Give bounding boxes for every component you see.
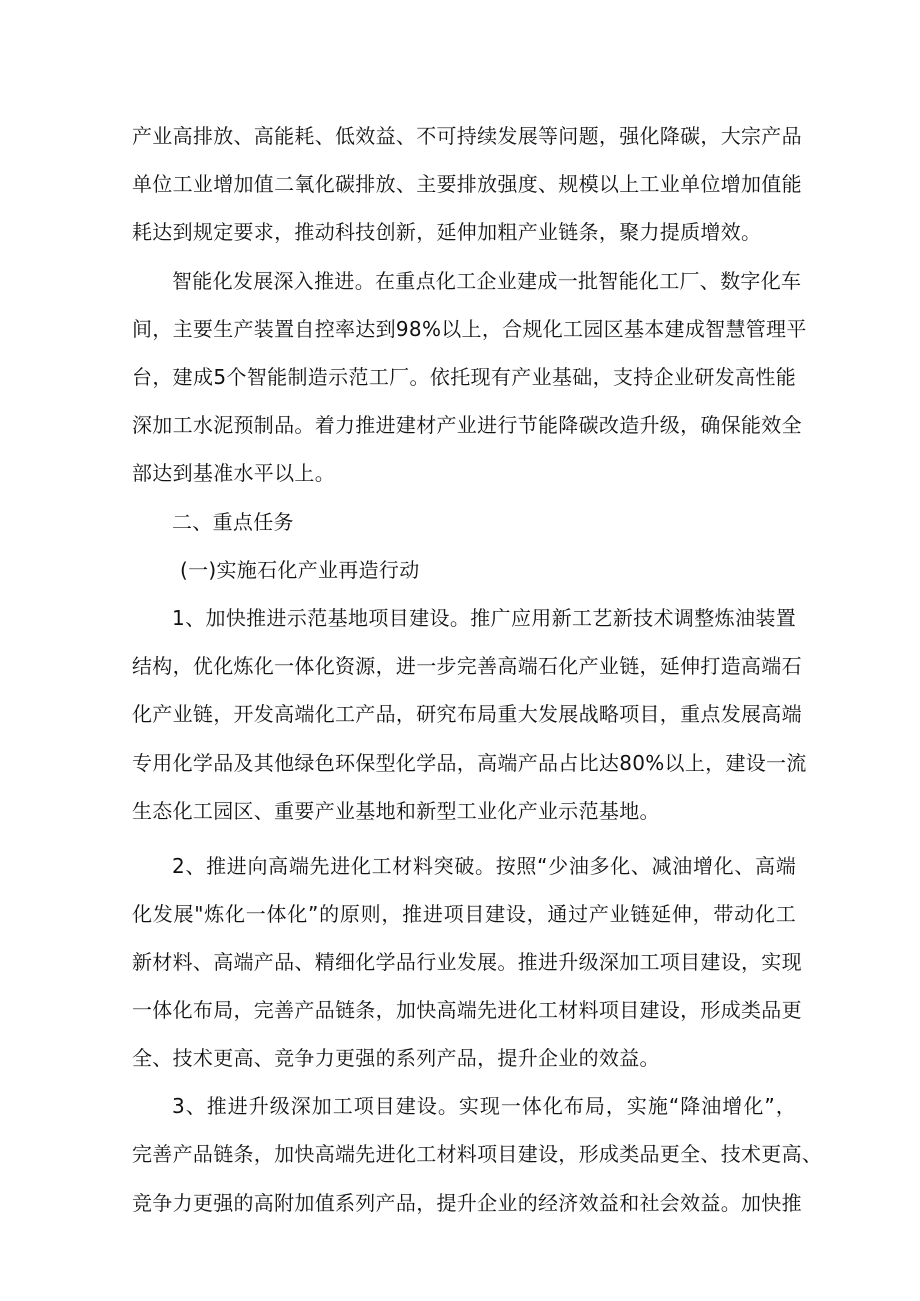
paragraph-line: 3、推进升级深加工项目建设。实现一体化布局，实施“降油增化”， bbox=[172, 1094, 796, 1118]
paragraph-line: 2、推进向高端先进化工材料突破。按照“少油多化、减油增化、高端 bbox=[172, 854, 796, 878]
paragraph-line: 生态化工园区、重要产业基地和新型工业化产业示范基地。 bbox=[132, 799, 660, 823]
paragraph-line: 部达到基准水平以上。 bbox=[132, 461, 335, 485]
paragraph-line: 深加工水泥预制品。着力推进建材产业进行节能降碳改造升级，确保能效全 bbox=[132, 413, 802, 437]
paragraph-line: 结构，优化炼化一体化资源，进一步完善高端石化产业链，延伸打造高端石 bbox=[132, 654, 802, 678]
section-heading: 二、重点任务 bbox=[172, 510, 294, 534]
paragraph-line: 单位工业增加值二氧化碳排放、主要排放强度、规模以上工业单位增加值能 bbox=[132, 172, 802, 196]
paragraph-line: 新材料、高端产品、精细化学品行业发展。推进升级深加工项目建设，实现 bbox=[132, 950, 802, 974]
paragraph-line: 专用化学品及其他绿色环保型化学品，高端产品占比达80%以上，建设一流 bbox=[132, 751, 807, 775]
paragraph-line: 完善产品链条，加快高端先进化工材料项目建设，形成类品更全、技术更高、 bbox=[132, 1142, 823, 1166]
paragraph-line: 竞争力更强的高附加值系列产品，提升企业的经济效益和社会效益。加快推 bbox=[132, 1191, 802, 1215]
paragraph-line: 产业高排放、高能耗、低效益、不可持续发展等问题，强化降碳，大宗产品 bbox=[132, 124, 802, 148]
paragraph-line: 间，主要生产装置自控率达到98%以上，合规化工园区基本建成智慧管理平 bbox=[132, 317, 807, 341]
paragraph-line: 智能化发展深入推进。在重点化工企业建成一批智能化工厂、数字化车 bbox=[172, 269, 802, 293]
paragraph-line: 1、加快推进示范基地项目建设。推广应用新工艺新技术调整炼油装置 bbox=[172, 606, 796, 630]
subsection-heading: (一)实施石化产业再造行动 bbox=[180, 558, 420, 582]
paragraph-line: 化发展"炼化一体化”的原则，推进项目建设，通过产业链延伸，带动化工 bbox=[132, 902, 796, 926]
paragraph-line: 台，建成5个智能制造示范工厂。依托现有产业基础，支持企业研发高性能 bbox=[132, 365, 796, 389]
paragraph-line: 耗达到规定要求，推动科技创新，延伸加粗产业链条，聚力提质增效。 bbox=[132, 220, 762, 244]
paragraph-line: 一体化布局，完善产品链条，加快高端先进化工材料项目建设，形成类品更 bbox=[132, 998, 802, 1022]
paragraph-line: 化产业链，开发高端化工产品，研究布局重大发展战略项目，重点发展高端 bbox=[132, 702, 802, 726]
paragraph-line: 全、技术更高、竞争力更强的系列产品，提升企业的效益。 bbox=[132, 1046, 660, 1070]
